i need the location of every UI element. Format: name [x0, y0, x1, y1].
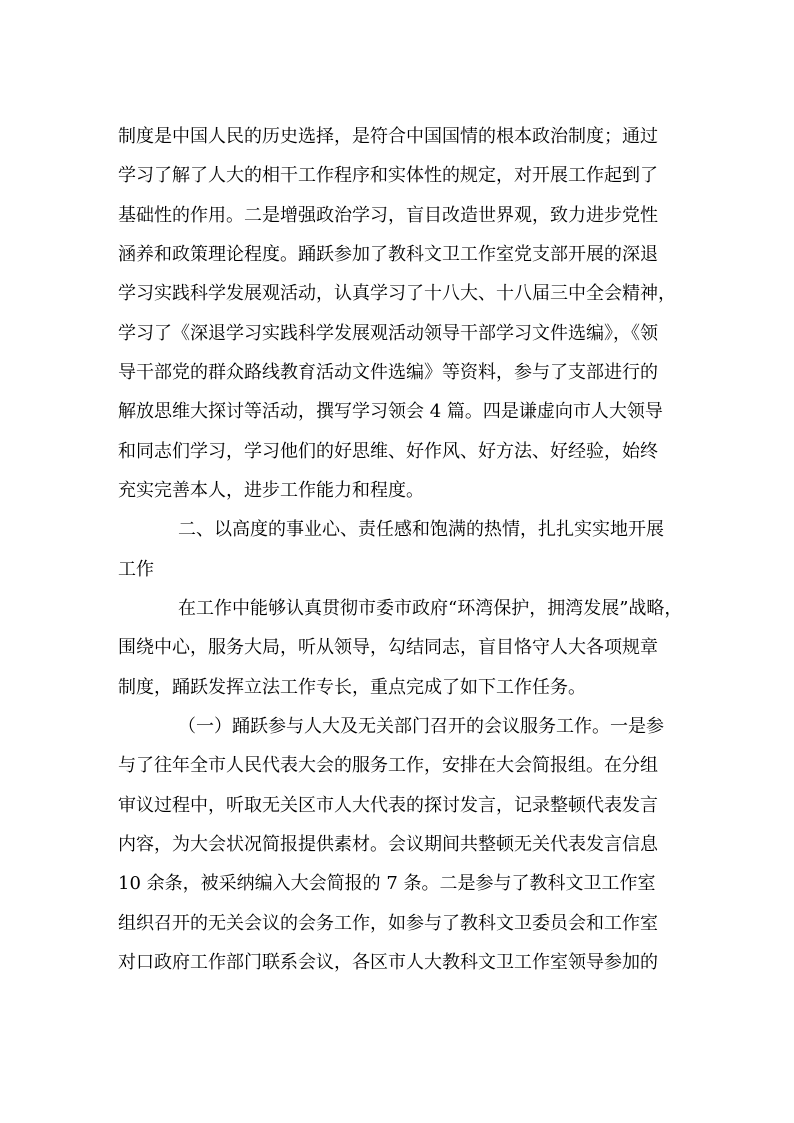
body-line: 和同志们学习，学习他们的好思维、好作风、好方法、好经验，始终 [118, 441, 658, 462]
body-line: 与了往年全市人民代表大会的服务工作，安排在大会简报组。在分组 [118, 755, 658, 776]
subsection-line: （一）踊跃参与人大及无关部门召开的会议服务工作。一是参 [178, 716, 664, 737]
section-heading-continued: 工作 [118, 559, 154, 580]
body-line: 学习实践科学发展观活动，认真学习了十八大、十八届三中全会精神， [118, 283, 676, 304]
body-line: 组织召开的无关会议的会务工作，如参与了教科文卫委员会和工作室 [118, 913, 658, 934]
section-heading: 二、以高度的事业心、责任感和饱满的热情，扎扎实实地开展 [178, 519, 664, 540]
body-line: 学习了《深退学习实践科学发展观活动领导干部学习文件选编》，《领 [118, 323, 658, 344]
body-line: 解放思维大探讨等活动，撰写学习领会 4 篇。四是谦虚向市人大领导 [118, 401, 663, 422]
body-line: 制度，踊跃发挥立法工作专长，重点完成了如下工作任务。 [118, 677, 586, 698]
body-line: 围绕中心，服务大局，听从领导，勾结同志，盲目恪守人大各项规章 [118, 637, 658, 658]
body-line: 基础性的作用。二是增强政治学习，盲目改造世界观，致力进步党性 [118, 205, 658, 226]
body-line: 内容，为大会状况简报提供素材。会议期间共整顿无关代表发言信息 [118, 834, 658, 855]
body-line: 制度是中国人民的历史选择，是符合中国国情的根本政治制度；通过 [118, 126, 658, 147]
body-line: 涵养和政策理论程度。踊跃参加了教科文卫工作室党支部开展的深退 [118, 244, 658, 265]
body-line: 10 余条，被采纳编入大会简报的 7 条。二是参与了教科文卫工作室 [118, 873, 656, 894]
body-line: 充实完善本人，进步工作能力和程度。 [118, 480, 424, 501]
body-line: 在工作中能够认真贯彻市委市政府“环湾保护，拥湾发展”战略， [178, 598, 683, 619]
body-line: 审议过程中，听取无关区市人大代表的探讨发言，记录整顿代表发言 [118, 795, 658, 816]
body-line: 学习了解了人大的相干工作程序和实体性的规定，对开展工作起到了 [118, 165, 658, 186]
body-line: 对口政府工作部门联系会议，各区市人大教科文卫工作室领导参加的 [118, 952, 658, 973]
body-line: 导干部党的群众路线教育活动文件选编》等资料，参与了支部进行的 [118, 362, 658, 383]
